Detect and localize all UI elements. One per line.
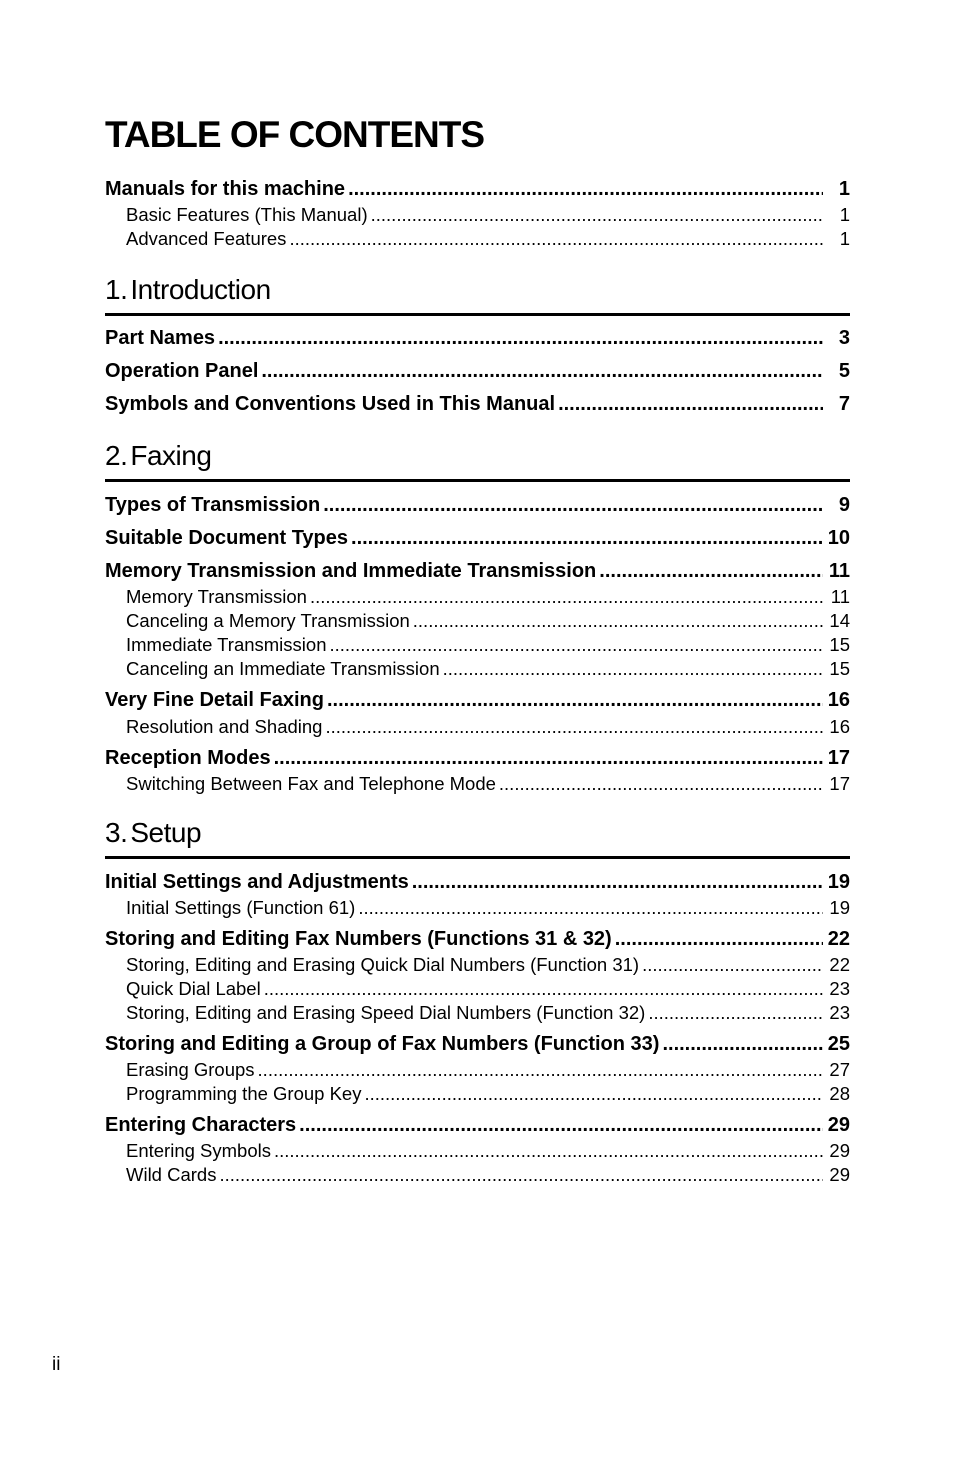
toc-entry[interactable] xyxy=(105,1114,850,1137)
toc-subentry[interactable] xyxy=(126,954,850,976)
dot-leader xyxy=(310,586,823,608)
toc-entry[interactable] xyxy=(105,560,850,583)
page-title: TABLE OF CONTENTS xyxy=(105,114,485,155)
toc-entry-label: Advanced Features xyxy=(126,228,287,249)
toc-entry-page: 14 xyxy=(829,610,850,631)
toc-entry-page: 23 xyxy=(829,978,850,999)
toc-entry-label: Symbols and Conventions Used in This Manual xyxy=(105,393,556,415)
dot-leader xyxy=(261,360,823,383)
toc-entry-label: Storing, Editing and Erasing Quick Dial Numbers (Function 31) xyxy=(126,954,640,975)
toc-subentry[interactable] xyxy=(126,1059,850,1081)
dot-leader xyxy=(299,1114,823,1137)
toc-entry-page: 11 xyxy=(830,586,850,607)
toc-entry-label: Basic Features (This Manual) xyxy=(126,204,368,225)
toc-entry-page: 27 xyxy=(829,1059,850,1080)
dot-leader xyxy=(558,393,823,416)
dot-leader xyxy=(358,897,823,919)
dot-leader xyxy=(499,773,823,795)
dot-leader xyxy=(264,978,823,1000)
dot-leader xyxy=(274,1140,823,1162)
toc-entry-label: Storing, Editing and Erasing Speed Dial Numbers (Function 32) xyxy=(126,1002,646,1023)
toc-entry-label: Initial Settings and Adjustments xyxy=(105,871,409,893)
toc-subentry[interactable] xyxy=(126,610,850,632)
toc-subentry[interactable] xyxy=(126,1083,850,1105)
toc-entry-label: Suitable Document Types xyxy=(105,527,349,549)
toc-subentry[interactable] xyxy=(126,634,850,656)
toc-entry[interactable] xyxy=(105,494,850,517)
chapter-title: Setup xyxy=(130,817,202,848)
toc-subentry[interactable] xyxy=(126,1002,850,1024)
chapter-number: 1. xyxy=(105,274,128,305)
chapter-title: Faxing xyxy=(130,440,212,471)
dot-leader xyxy=(274,747,823,770)
toc-subentry[interactable] xyxy=(126,1164,850,1186)
toc-entry-page: 29 xyxy=(827,1114,850,1136)
toc-entry-label: Entering Characters xyxy=(105,1114,297,1136)
toc-entry-label: Part Names xyxy=(105,327,216,349)
toc-entry[interactable] xyxy=(105,327,850,350)
toc-subentry[interactable] xyxy=(126,204,850,226)
toc-entry-page: 15 xyxy=(829,658,850,679)
dot-leader xyxy=(218,327,823,350)
toc-entry-page: 25 xyxy=(827,1033,850,1055)
toc-entry-label: Wild Cards xyxy=(126,1164,217,1185)
toc-entry[interactable] xyxy=(105,689,850,712)
chapter-number: 2. xyxy=(105,440,128,471)
toc-entry-label: Memory Transmission xyxy=(126,586,307,607)
dot-leader xyxy=(662,1033,823,1056)
dot-leader xyxy=(219,1164,823,1186)
toc-entry[interactable] xyxy=(105,393,850,416)
toc-subentry[interactable] xyxy=(126,1140,850,1162)
toc-entry-page: 22 xyxy=(827,928,850,950)
toc-entry-page: 10 xyxy=(827,527,850,549)
toc-entry-page: 5 xyxy=(838,360,850,382)
toc-subentry[interactable] xyxy=(126,773,850,795)
toc-subentry[interactable] xyxy=(126,897,850,919)
toc-entry-label: Canceling an Immediate Transmission xyxy=(126,658,440,679)
toc-entry-label: Very Fine Detail Faxing xyxy=(105,689,324,711)
dot-leader xyxy=(413,610,823,632)
dot-leader xyxy=(348,178,823,201)
toc-entry-label: Initial Settings (Function 61) xyxy=(126,897,356,918)
toc-entry-page: 23 xyxy=(829,1002,850,1023)
toc-subentry[interactable] xyxy=(126,658,850,680)
toc-entry-label: Reception Modes xyxy=(105,747,271,769)
dot-leader xyxy=(329,634,823,656)
dot-leader xyxy=(648,1002,823,1024)
toc-entry[interactable] xyxy=(105,360,850,383)
toc-entry-label: Quick Dial Label xyxy=(126,978,261,999)
dot-leader xyxy=(412,871,823,894)
dot-leader xyxy=(325,716,823,738)
toc-entry-page: 19 xyxy=(829,897,850,918)
chapter-number: 3. xyxy=(105,817,128,848)
toc-entry-label: Manuals for this machine xyxy=(105,178,346,200)
toc-entry-page: 1 xyxy=(838,178,850,200)
dot-leader xyxy=(642,954,823,976)
toc-entry-label: Storing and Editing Fax Numbers (Functions 31 & 32) xyxy=(105,928,612,950)
toc-subentry[interactable] xyxy=(126,586,850,608)
toc-entry-page: 16 xyxy=(827,689,850,711)
toc-entry-label: Operation Panel xyxy=(105,360,259,382)
toc-entry-page: 1 xyxy=(839,228,850,249)
chapter-heading-2 xyxy=(105,439,850,482)
dot-leader xyxy=(351,527,823,550)
dot-leader xyxy=(615,928,823,951)
toc-entry[interactable] xyxy=(105,928,850,951)
toc-entry-page: 3 xyxy=(838,327,850,349)
toc-entry-label: Entering Symbols xyxy=(126,1140,271,1161)
toc-entry-page: 22 xyxy=(829,954,850,975)
dot-leader xyxy=(327,689,823,712)
toc-entry-page: 11 xyxy=(828,560,850,582)
toc-entry-page: 9 xyxy=(838,494,850,516)
toc-entry-label: Switching Between Fax and Telephone Mode xyxy=(126,773,496,794)
toc-entry[interactable] xyxy=(105,178,850,201)
toc-entry-page: 19 xyxy=(827,871,850,893)
toc-entry[interactable] xyxy=(105,871,850,894)
toc-entry-label: Erasing Groups xyxy=(126,1059,255,1080)
toc-entry-page: 15 xyxy=(829,634,850,655)
dot-leader xyxy=(599,560,823,583)
toc-entry-label: Types of Transmission xyxy=(105,494,321,516)
footer-page-number: ii xyxy=(52,1354,61,1375)
toc-entry-page: 17 xyxy=(829,773,850,794)
chapter-title: Introduction xyxy=(130,274,271,305)
toc-subentry[interactable] xyxy=(126,716,850,738)
toc-entry-page: 1 xyxy=(839,204,850,225)
chapter-heading-3 xyxy=(105,816,850,859)
toc-entry-label: Programming the Group Key xyxy=(126,1083,362,1104)
toc-entry[interactable] xyxy=(105,1033,850,1056)
toc-entry-label: Storing and Editing a Group of Fax Numbers (Function 33) xyxy=(105,1033,660,1055)
toc-entry-page: 16 xyxy=(829,716,850,737)
toc-entry-label: Immediate Transmission xyxy=(126,634,327,655)
toc-entry-label: Resolution and Shading xyxy=(126,716,323,737)
dot-leader xyxy=(258,1059,823,1081)
dot-leader xyxy=(371,204,823,226)
toc-entry-label: Canceling a Memory Transmission xyxy=(126,610,410,631)
dot-leader xyxy=(323,494,823,517)
dot-leader xyxy=(443,658,823,680)
toc-entry[interactable] xyxy=(105,747,850,770)
toc-subentry[interactable] xyxy=(126,978,850,1000)
toc-entry-page: 28 xyxy=(829,1083,850,1104)
toc-subentry[interactable] xyxy=(126,228,850,250)
toc-entry-label: Memory Transmission and Immediate Transmission xyxy=(105,560,597,582)
toc-entry-page: 7 xyxy=(838,393,850,415)
toc-entry-page: 17 xyxy=(827,747,850,769)
toc-entry-page: 29 xyxy=(829,1164,850,1185)
dot-leader xyxy=(289,228,823,250)
chapter-heading-1 xyxy=(105,273,850,316)
dot-leader xyxy=(364,1083,823,1105)
toc-entry[interactable] xyxy=(105,527,850,550)
toc-entry-page: 29 xyxy=(829,1140,850,1161)
